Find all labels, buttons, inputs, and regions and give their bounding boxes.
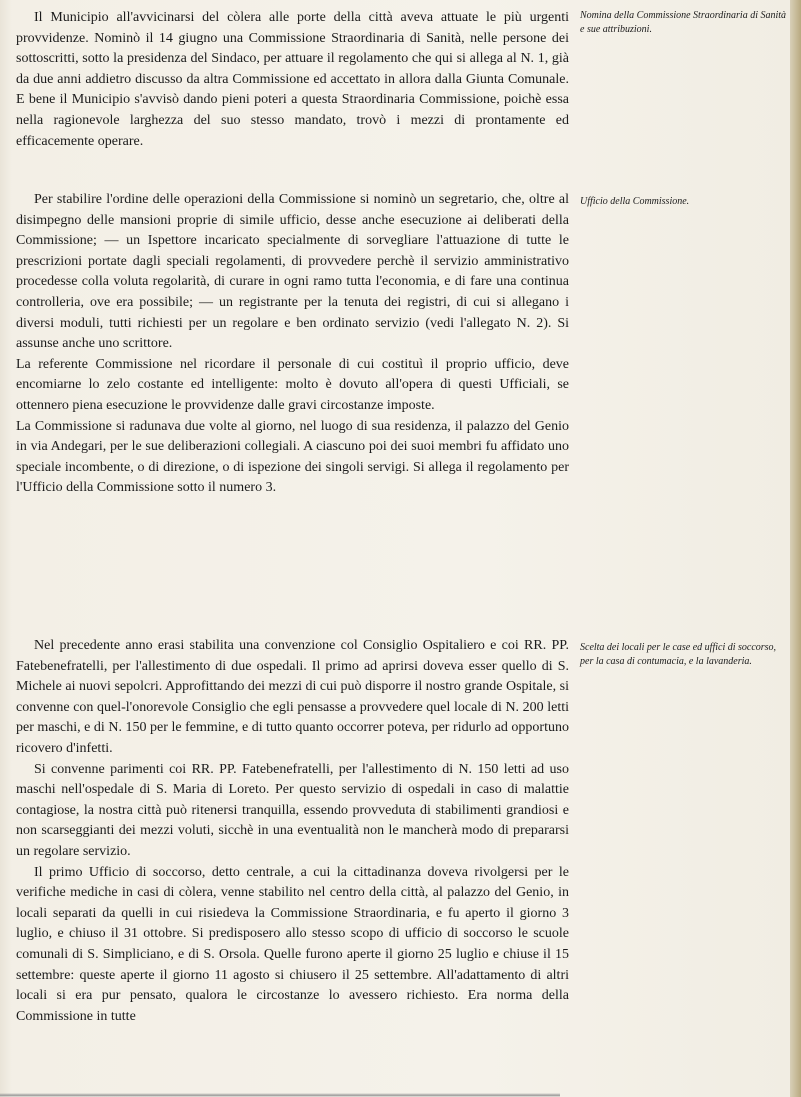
margin-note-3: Scelta dei locali per le case ed uffici di soccorso, per la casa di contumacia, e la lavanderia.	[580, 642, 777, 668]
paragraph-block-3	[16, 636, 569, 1027]
paragraph: Nel precedente anno erasi stabilita una convenzione col Consiglio Ospitaliero e coi RR. PP. Fatebenefratelli, per l'allestimento di due ospedali. Il primo ad aprirsi doveva esser quello di S. Michele ai nuovi sepolcri. Approfittando dei mezzi di cui può disporre il nostro grande Ospitale, si convenne con quel-l'onorevole Consiglio che egli pensasse a provvedere quel locale di N. 200 letti per maschi, e di N. 150 per le femmine, e di tutto quanto occorrer poteva, per ridurlo ad opportuno ricovero d'infetti.	[16, 638, 569, 756]
paragraph: Il Municipio all'avvicinarsi del còlera alle porte della città aveva attuate le più urgenti provvidenze. Nominò il 14 giugno una Commissione Straordinaria di Sanità, nelle persone dei sottoscritti, sotto la presidenza del Sindaco, per attuare il regolamento che qui si allega al N. 1, già da due anni addietro discusso da altra Commissione ed accettato in allora dalla Giunta Comunale. E bene il Municipio s'avvisò dando pieni poteri a questa Straordinaria Commissione, poichè essa nella ragionevole larghezza del suo stesso mandato, trovò i mezzi di prontamente ed efficacemente operare.	[16, 10, 569, 149]
page-bottom-edge	[0, 1093, 560, 1097]
paragraph-block-2	[16, 190, 569, 499]
paragraph: La referente Commissione nel ricordare il personale di cui costituì il proprio ufficio, deve encomiarne lo zelo costante ed intelligente: molto è dovuto all'opera di questi Ufficiali, se ottennero piena esecuzione le provvidenze dalle gravi circostanze imposte.	[16, 356, 569, 413]
paragraph-block-1	[16, 8, 569, 152]
paragraph: La Commissione si radunava due volte al giorno, nel luogo di sua residenza, il palazzo del Genio in via Andegari, per le sue deliberazioni collegiali. A ciascuno poi dei suoi membri fu affidato uno speciale incombente, o di direzione, o di ispezione dei singoli servigi. Si allega il regolamento per l'Ufficio della Commissione sotto il numero 3.	[16, 418, 569, 496]
margin-note-1: Nomina della Commissione Straordinaria di Sanità e sue attribuzioni.	[580, 10, 787, 36]
paragraph: Per stabilire l'ordine delle operazioni della Commissione si nominò un segretario, che, oltre al disimpegno delle mansioni proprie di simile ufficio, desse anche esecuzione ai deliberati della Commissione; — un Ispettore incaricato specialmente di sorvegliare l'attuazione di tutte le prescrizioni portate dagli speciali regolamenti, di provvedere perchè il servizio amministrativo procedesse colla voluta regolarità, di curare in ogni ramo tutta l'economia, e di fare una continua controlleria, ove era possibile; — un registrante per la tenuta dei registri, di cui si allegano i diversi moduli, tutti richiesti per un regolare e ben ordinato servizio (vedi l'allegato N. 2). Si assunse anche uno scrittore.	[16, 192, 569, 352]
paragraph: Il primo Ufficio di soccorso, detto centrale, a cui la cittadinanza doveva rivolgersi per le verifiche mediche in casi di còlera, venne stabilito nel centro della città, al palazzo del Genio, in locali separati da quelli in cui risiedeva la Commissione Straordinaria, e fu aperto il giorno 3 luglio, e chiuso il 31 ottobre. Si predisposero allo stesso scopo di ufficio di soccorso le scuole comunali di S. Simpliciano, e di S. Orsola. Quelle furono aperte il giorno 25 luglio e chiuse il 15 settembre: queste aperte il giorno 11 agosto si chiusero il 25 settembre. All'adattamento di altri locali si era pur pensato, qualora le circostanze lo avessero richiesto. Era norma della Commissione in tutte	[16, 864, 569, 1024]
margin-note-2: Ufficio della Commissione.	[580, 196, 690, 207]
paragraph: Si convenne parimenti coi RR. PP. Fatebenefratelli, per l'allestimento di N. 150 letti ad uso maschi nell'ospedale di S. Maria di Loreto. Per questo servizio di ospedali in caso di malattie contagiose, la nostra città può ritenersi tranquilla, essendo provveduta di stabilimenti grandiosi e non scarseggianti dei mezzi voluti, sicchè in una eventualità non le mancherà modo di prepararsi un regolare servizio.	[16, 761, 569, 859]
page-right-edge	[790, 0, 801, 1097]
